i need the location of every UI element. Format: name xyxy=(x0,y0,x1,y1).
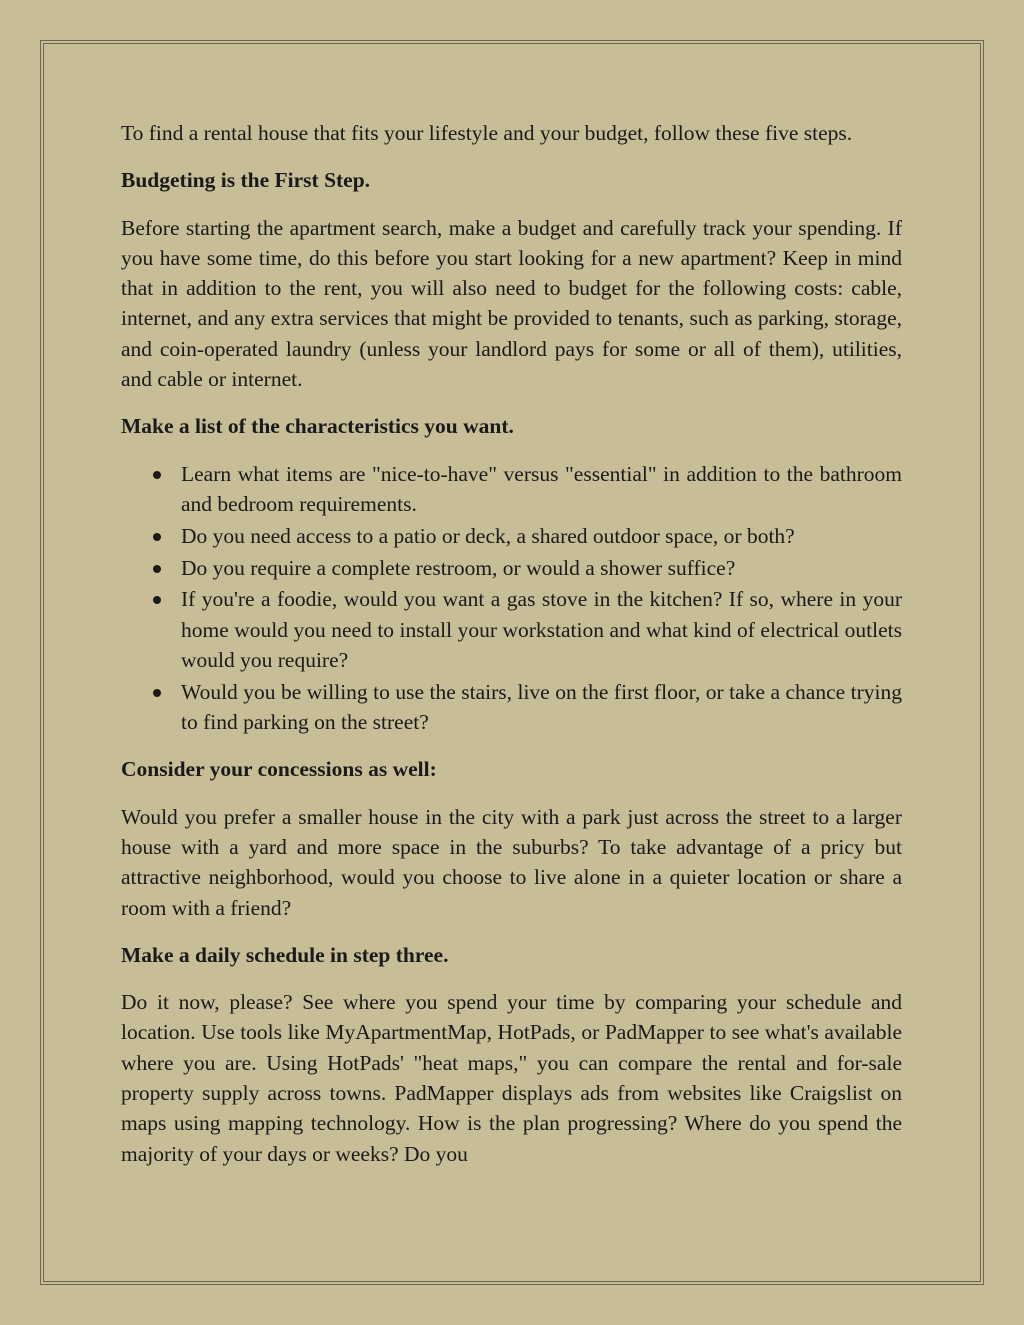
list-item xyxy=(121,584,902,675)
section-heading-concessions: Consider your concessions as well: xyxy=(121,757,437,782)
list-item-text: Do you need access to a patio or deck, a shared outdoor space, or both? xyxy=(181,523,795,548)
list-item xyxy=(121,677,902,738)
bullet-icon xyxy=(153,471,161,479)
document-body xyxy=(121,118,902,1186)
bullet-icon xyxy=(153,596,161,604)
bullet-icon xyxy=(153,689,161,697)
bullet-icon xyxy=(153,565,161,573)
characteristics-list xyxy=(121,459,902,738)
list-item-text: Learn what items are "nice-to-have" versus "essential" in addition to the bathroom and bedroom requirements. xyxy=(181,461,902,516)
section-heading-schedule: Make a daily schedule in step three. xyxy=(121,942,449,967)
list-item-text: Do you require a complete restroom, or would a shower suffice? xyxy=(181,555,736,580)
section-heading-budgeting: Budgeting is the First Step. xyxy=(121,168,371,193)
schedule-paragraph: Do it now, please? See where you spend your time by comparing your schedule and location. Use tools like MyApartmentMap, HotPads, or PadMapper to see what's available where you are. Using HotPads' "heat maps," you can compare the rental and for-sale property supply across towns. PadMapper displays ads from websites like Craigslist on maps using mapping technology. How is the plan progressing? Where do you spend the majority of your days or weeks? Do you xyxy=(121,990,902,1166)
list-item-text: Would you be willing to use the stairs, live on the first floor, or take a chance trying to find parking on the street? xyxy=(181,679,902,735)
intro-paragraph: To find a rental house that fits your lifestyle and your budget, follow these five steps. xyxy=(121,121,853,145)
concessions-paragraph: Would you prefer a smaller house in the city with a park just across the street to a larger house with a yard and more space in the suburbs? To take advantage of a pricy but attractive neighborhood, would you choose to live alone in a quieter location or share a room with a friend? xyxy=(121,804,902,920)
list-item-text: If you're a foodie, would you want a gas stove in the kitchen? If so, where in your home would you need to install your workstation and what kind of electrical outlets would you require? xyxy=(181,587,902,672)
list-item xyxy=(121,521,902,551)
bullet-icon xyxy=(153,533,161,541)
budgeting-paragraph: Before starting the apartment search, make a budget and carefully track your spending. If you have some time, do this before you start looking for a new apartment? Keep in mind that in addition to the rent, you will also need to budget for the following costs: cable, internet, and any extra services that might be provided to tenants, such as parking, storage, and coin-operated laundry (unless your landlord pays for some or all of them), utilities, and cable or internet. xyxy=(121,215,902,392)
list-item xyxy=(121,459,902,520)
list-item xyxy=(121,553,902,583)
section-heading-characteristics: Make a list of the characteristics you want. xyxy=(121,414,514,439)
